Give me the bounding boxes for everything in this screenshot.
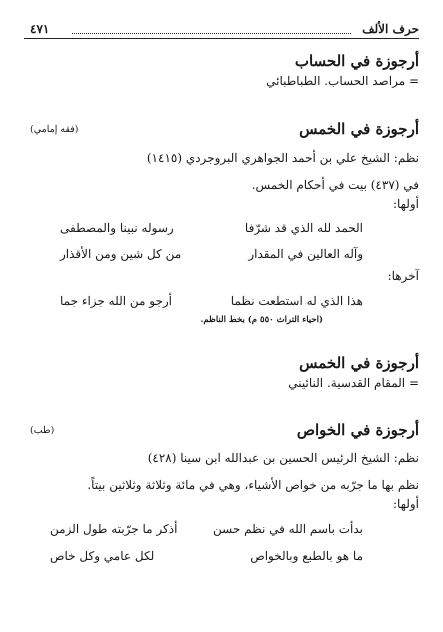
entry-title: أرجوزة في الخمس [299,354,419,372]
verse-hemistich: أذكر ما جرّبته طول الزمن [50,522,178,536]
incipit-label: أولها: [392,497,419,511]
verse-hemistich: لكل عامي وكل خاص [50,549,155,563]
verse-hemistich: رسوله نبينا والمصطفى [60,221,174,235]
author-line: نظم: الشيخ علي بن أحمد الجواهري البروجردي (١٤١٥) [146,151,419,165]
page-number: ٤٧١ [30,22,50,36]
entry-title: أرجوزة في الخواص [296,421,419,439]
running-header-title: حرف الألف [362,22,419,36]
description-line: في (٤٣٧) بيت في أحكام الخمس. [251,178,419,192]
incipit-label: أولها: [392,197,419,211]
verse-hemistich: من كل شين ومن الأقذار [60,247,182,261]
verse-hemistich: الحمد لله الذي قد شرّفا [244,221,363,235]
verse-hemistich: بدأت باسم الله في نظم حسن [213,522,363,536]
header-rule [24,38,419,39]
verse-hemistich: هذا الذي له استطعت نظما [230,294,363,308]
manuscript-note: (احياء التراث ٥٥٠ م) بخط الناظم. [200,315,323,325]
subject-tag: (فقه إمامي) [30,124,79,135]
author-line: نظم: الشيخ الرئيس الحسين بن عبدالله ابن سينا (٤٢٨) [147,451,419,465]
entry-crossref: = المقام القدسية. النائيني [288,376,419,390]
header-dotted-leader [72,24,351,34]
verse-hemistich: ما هو بالطبع وبالخواص [250,549,363,563]
entry-title: أرجوزة في الحساب [294,52,419,70]
verse-hemistich: أرجو من الله جزاء جما [60,294,172,308]
entry-crossref: = مراصد الحساب. الطباطبائي [266,74,419,88]
subject-tag: (طب) [30,425,55,436]
description-line: نظم بها ما جرّبه من خواص الأشياء، وهي في مائة وثلاثة وثلاثين بيتاً. [87,478,419,492]
entry-title: أرجوزة في الخمس [299,120,419,138]
explicit-label: آخرها: [387,269,419,283]
verse-hemistich: وآله العالين في المقدار [248,247,363,261]
